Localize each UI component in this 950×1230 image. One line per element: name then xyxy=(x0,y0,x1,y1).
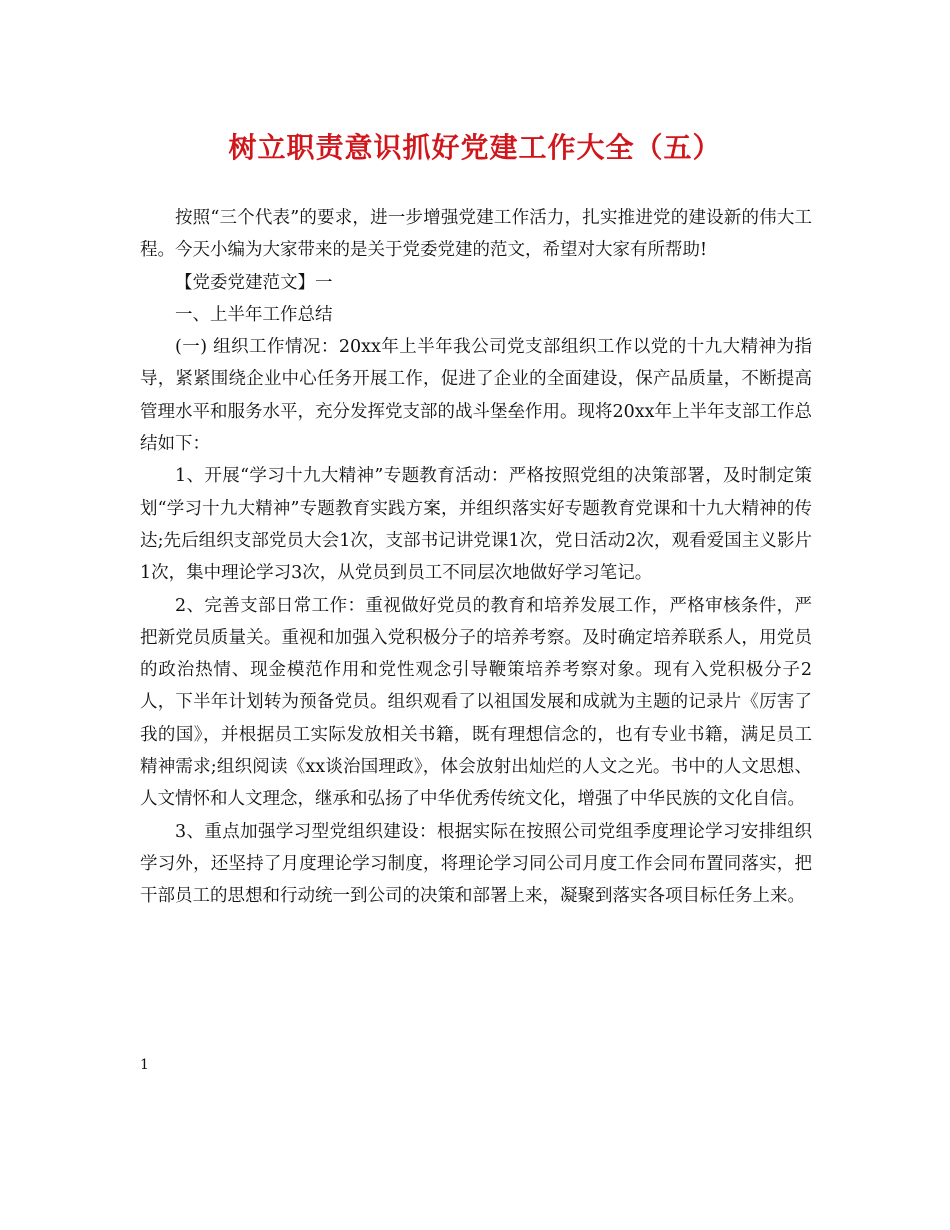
section-heading: 一、上半年工作总结 xyxy=(175,304,333,325)
document-body xyxy=(140,202,812,913)
intro-paragraph: 按照“三个代表”的要求，进一步增强党建工作活力，扎实推进党的建设新的伟大工程。今天小编为大家带来的是关于党委党建的范文，希望对大家有所帮助! xyxy=(140,208,812,261)
page-number: 1 xyxy=(140,1057,149,1073)
document-title: 树立职责意识抓好党建工作大全（五） xyxy=(228,131,722,164)
item-1-paragraph: 1、开展“学习十九大精神”专题教育活动：严格按照党组的决策部署，及时制定策划“学习十九大精神”专题教育实践方案，并组织落实好专题教育党课和十九大精神的传达;先后组织支部党员大会1次，支部书记讲党课1次，党日活动2次，观看爱国主义影片1次，集中理论学习3次，从党员到员工不同层次地做好学习笔记。 xyxy=(140,466,812,584)
item-3-paragraph: 3、重点加强学习型党组织建设：根据实际在按照公司党组季度理论学习安排组织学习外，还坚持了月度理论学习制度，将理论学习同公司月度工作会同布置同落实，把干部员工的思想和行动统一到公司的决策和部署上来，凝聚到落实各项目标任务上来。 xyxy=(140,821,812,907)
section-label: 【党委党建范文】一 xyxy=(175,272,333,293)
organization-work-paragraph: (一) 组织工作情况：20xx年上半年我公司党支部组织工作以党的十九大精神为指导，紧紧围绕企业中心任务开展工作，促进了企业的全面建设，保产品质量，不断提高管理水平和服务水平，充分发挥党支部的战斗堡垒作用。现将20xx年上半年支部工作总结如下： xyxy=(140,337,813,455)
item-2-paragraph: 2、完善支部日常工作：重视做好党员的教育和培养发展工作，严格审核条件，严把新党员质量关。重视和加强入党积极分子的培养考察。及时确定培养联系人，用党员的政治热情、现金模范作用和党性观念引导鞭策培养考察对象。现有入党积极分子2人，下半年计划转为预备党员。组织观看了以祖国发展和成就为主题的记录片《厉害了我的国》，并根据员工实际发放相关书籍，既有理想信念的，也有专业书籍，满足员工精神需求;组织阅读《xx谈治国理政》，体会放射出灿烂的人文之光。书中的人文思想、人文情怀和人文理念，继承和弘扬了中华优秀传统文化，增强了中华民族的文化自信。 xyxy=(140,595,812,810)
